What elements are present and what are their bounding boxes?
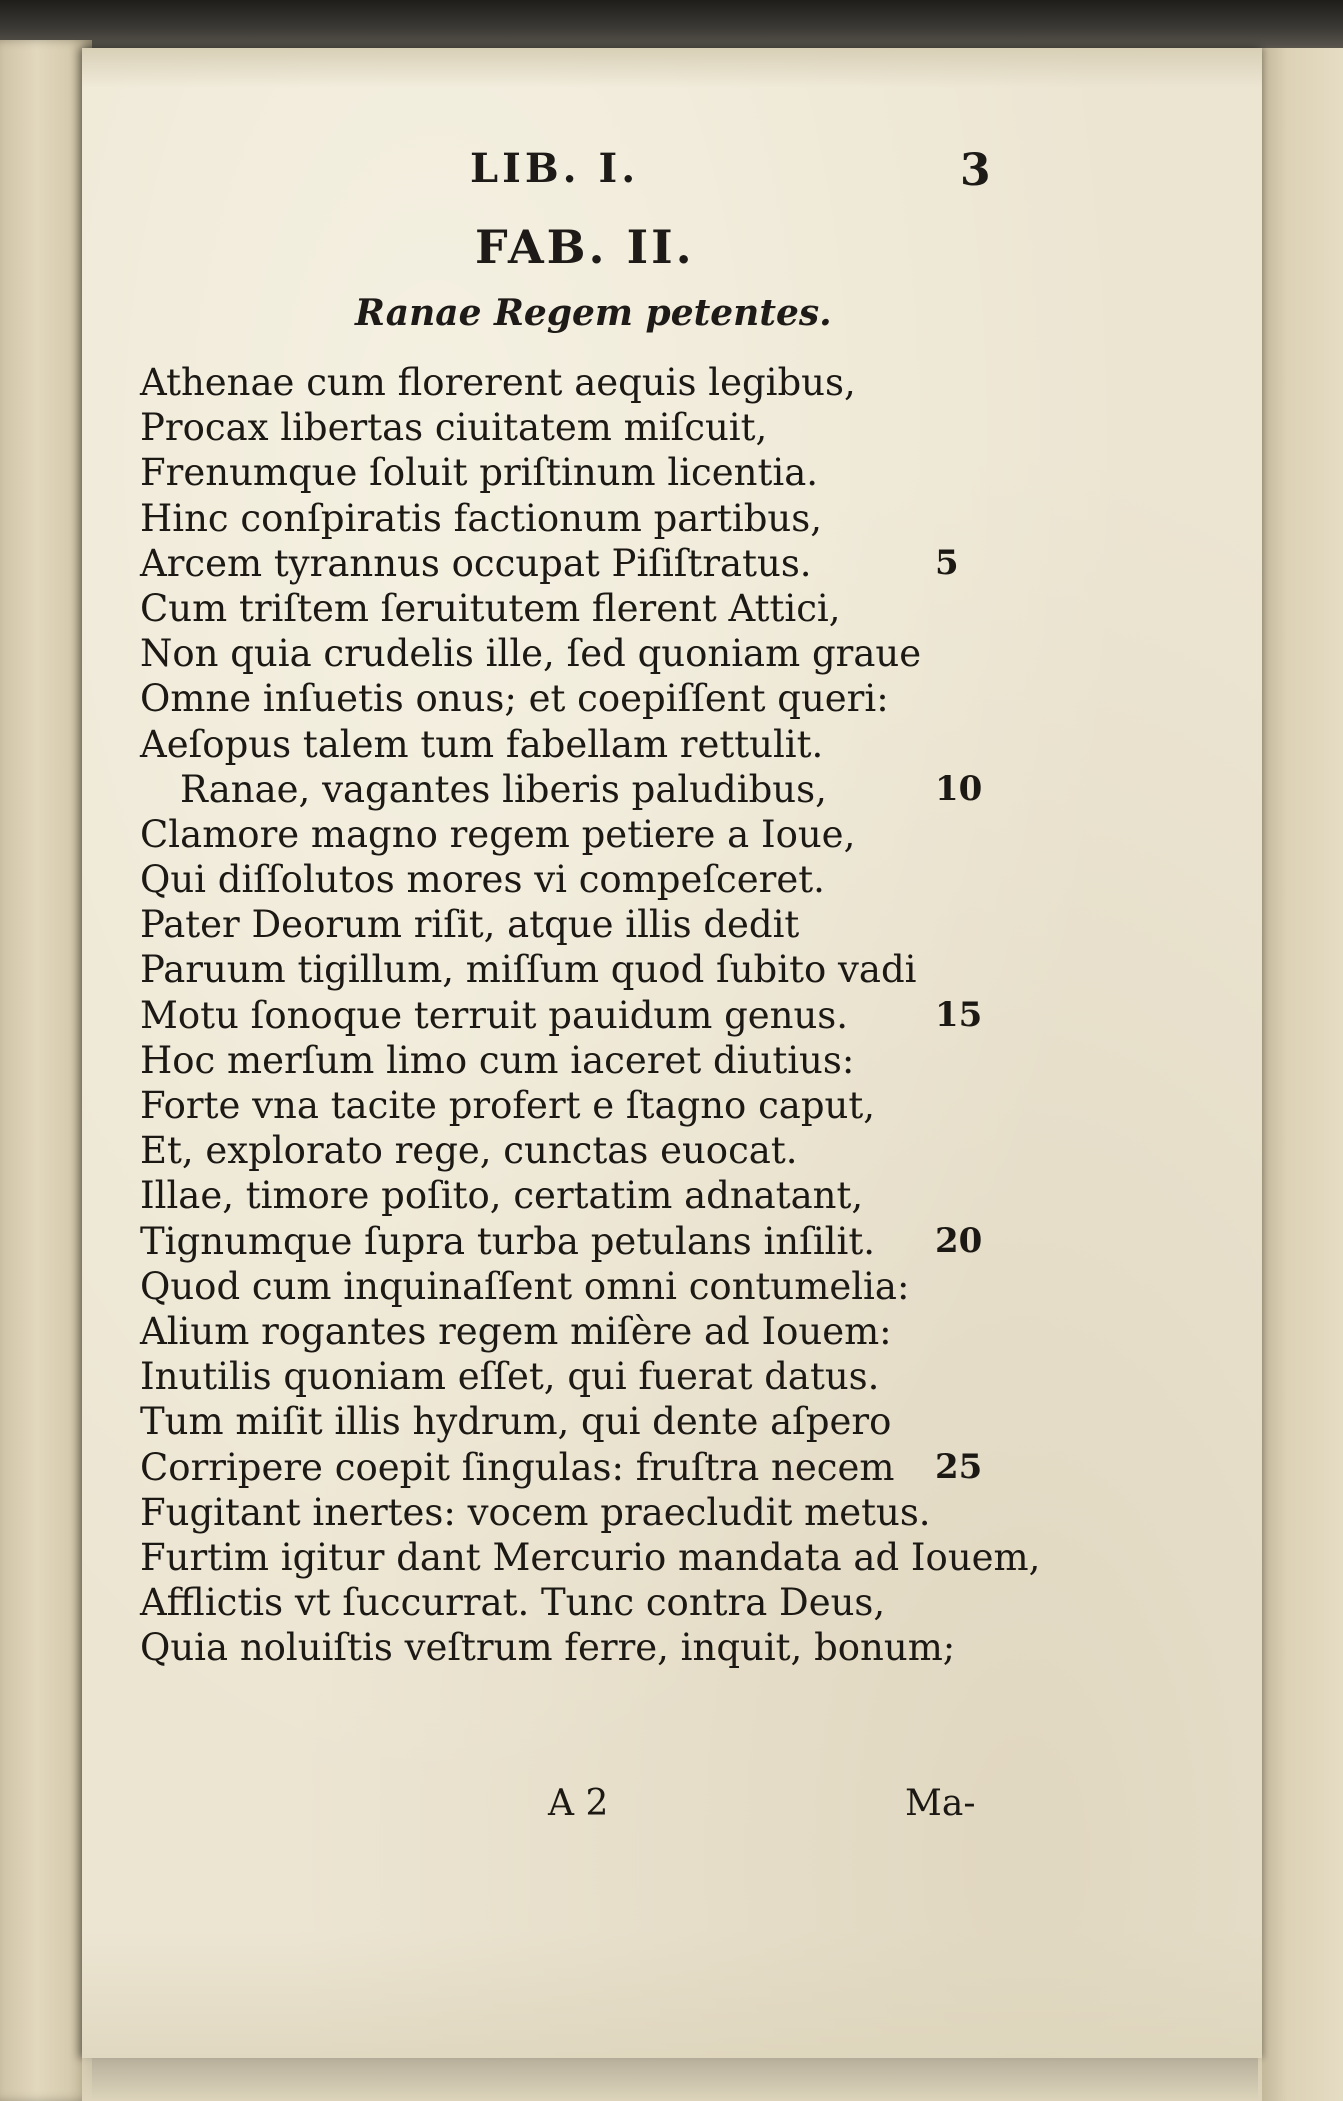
fable-title: Ranae Regem petentes.: [355, 292, 832, 334]
line-number: 25: [935, 1446, 983, 1487]
verse-line: [140, 1445, 1000, 1490]
verse-text: Fugitant inertes: vocem praecludit metus.: [140, 1490, 931, 1534]
verse-line: [140, 450, 1000, 495]
verse-line: [140, 1399, 1000, 1444]
verse-text: Hinc conſpiratis factionum partibus,: [140, 496, 823, 540]
catchword: Ma-: [905, 1783, 976, 1824]
verse-text: Quod cum inquinaſſent omni contumelia:: [140, 1264, 910, 1308]
verse-line: [140, 676, 1000, 721]
verse-text: Cum triſtem ſeruitutem flerent Attici,: [140, 586, 841, 630]
line-number: 20: [935, 1220, 983, 1261]
line-number: 5: [935, 542, 959, 583]
verse-line: [140, 1580, 1000, 1625]
verse-text: Arcem tyrannus occupat Piſiſtratus.: [140, 541, 812, 585]
verse-line: [140, 1625, 1000, 1670]
verse-text: Paruum tigillum, miſſum quod ſubito vadi: [140, 948, 917, 992]
facing-page-edge: [0, 40, 92, 2101]
verse-line: [140, 1083, 1000, 1128]
verse-text: Frenumque ſoluit priſtinum licentia.: [140, 451, 819, 495]
next-page-edge: [1258, 48, 1343, 2101]
verse-line: [140, 1264, 1000, 1309]
verse-line: [140, 631, 1000, 676]
verse-text: Tignumque ſupra turba petulans inſilit.: [140, 1219, 875, 1263]
verse-line: [140, 1490, 1000, 1535]
verse-line: [140, 405, 1000, 450]
verse-text: Inutilis quoniam eſſet, qui fuerat datus.: [140, 1355, 880, 1399]
verse-line: [140, 360, 1000, 405]
verse-text: Afflictis vt ſuccurrat. Tunc contra Deus,: [140, 1581, 886, 1625]
verse-line: [140, 541, 1000, 586]
verse-line: [140, 812, 1000, 857]
verse-line: [140, 767, 1000, 812]
line-number: 10: [935, 768, 983, 809]
verse-line: [140, 857, 1000, 902]
verse-text: Non quia crudelis ille, ſed quoniam graue: [140, 632, 922, 676]
running-head: LIB. I.: [470, 145, 640, 192]
verse-text: Hoc merſum limo cum iaceret diutius:: [140, 1038, 855, 1082]
verse-line: [140, 722, 1000, 767]
verse-line: [140, 1219, 1000, 1264]
verse-text: Athenae cum florerent aequis legibus,: [140, 361, 856, 404]
page-shadow-top: [82, 48, 1262, 88]
verse-text: Motu ſonoque terruit pauidum genus.: [140, 993, 849, 1037]
verse-line: [140, 1038, 1000, 1083]
signature-mark: A 2: [548, 1783, 609, 1824]
verse-text: Et, explorato rege, cunctas euocat.: [140, 1129, 798, 1173]
verse-text: Ranae, vagantes liberis paludibus,: [180, 767, 827, 811]
verse-text: Clamore magno regem petiere a Ioue,: [140, 812, 856, 856]
verse-line: [140, 902, 1000, 947]
verse-text: Quia noluiſtis veſtrum ferre, inquit, bonum;: [140, 1626, 956, 1670]
page-shadow-bottom: [82, 1930, 1262, 2101]
verse-text: Pater Deorum riſit, atque illis dedit: [140, 903, 800, 947]
verse-line: [140, 586, 1000, 631]
verse-text: Furtim igitur dant Mercurio mandata ad Iouem,: [140, 1535, 1041, 1579]
verse-list: [140, 360, 1041, 1670]
verse-text: Illae, timore poſito, certatim adnatant,: [140, 1174, 864, 1218]
page-number: 3: [960, 145, 991, 196]
line-number: 15: [935, 994, 983, 1035]
verse-text: Qui diſſolutos mores vi compeſceret.: [140, 858, 825, 902]
verse-line: [140, 947, 1000, 992]
verse-text: Omne inſuetis onus; et coepiſſent queri:: [140, 677, 889, 721]
verse-line: [140, 1173, 1000, 1218]
verse-line: [140, 993, 1000, 1038]
verse-text: Corripere coepit ſingulas: fruſtra necem: [140, 1445, 895, 1489]
verse-text: Procax libertas ciuitatem miſcuit,: [140, 406, 768, 450]
verse-line: [140, 1535, 1041, 1580]
verse-line: [140, 496, 1000, 541]
verse-line: [140, 1128, 1000, 1173]
verse-text: Tum miſit illis hydrum, qui dente aſpero: [140, 1400, 892, 1444]
fable-number: FAB. II.: [475, 220, 695, 274]
verse-text: Aeſopus talem tum fabellam rettulit.: [140, 722, 824, 766]
verse-text: Alium rogantes regem miſère ad Iouem:: [140, 1309, 892, 1353]
verse-text: Forte vna tacite profert e ſtagno caput,: [140, 1084, 876, 1127]
verse-line: [140, 1354, 1000, 1399]
verse-line: [140, 1309, 1000, 1354]
